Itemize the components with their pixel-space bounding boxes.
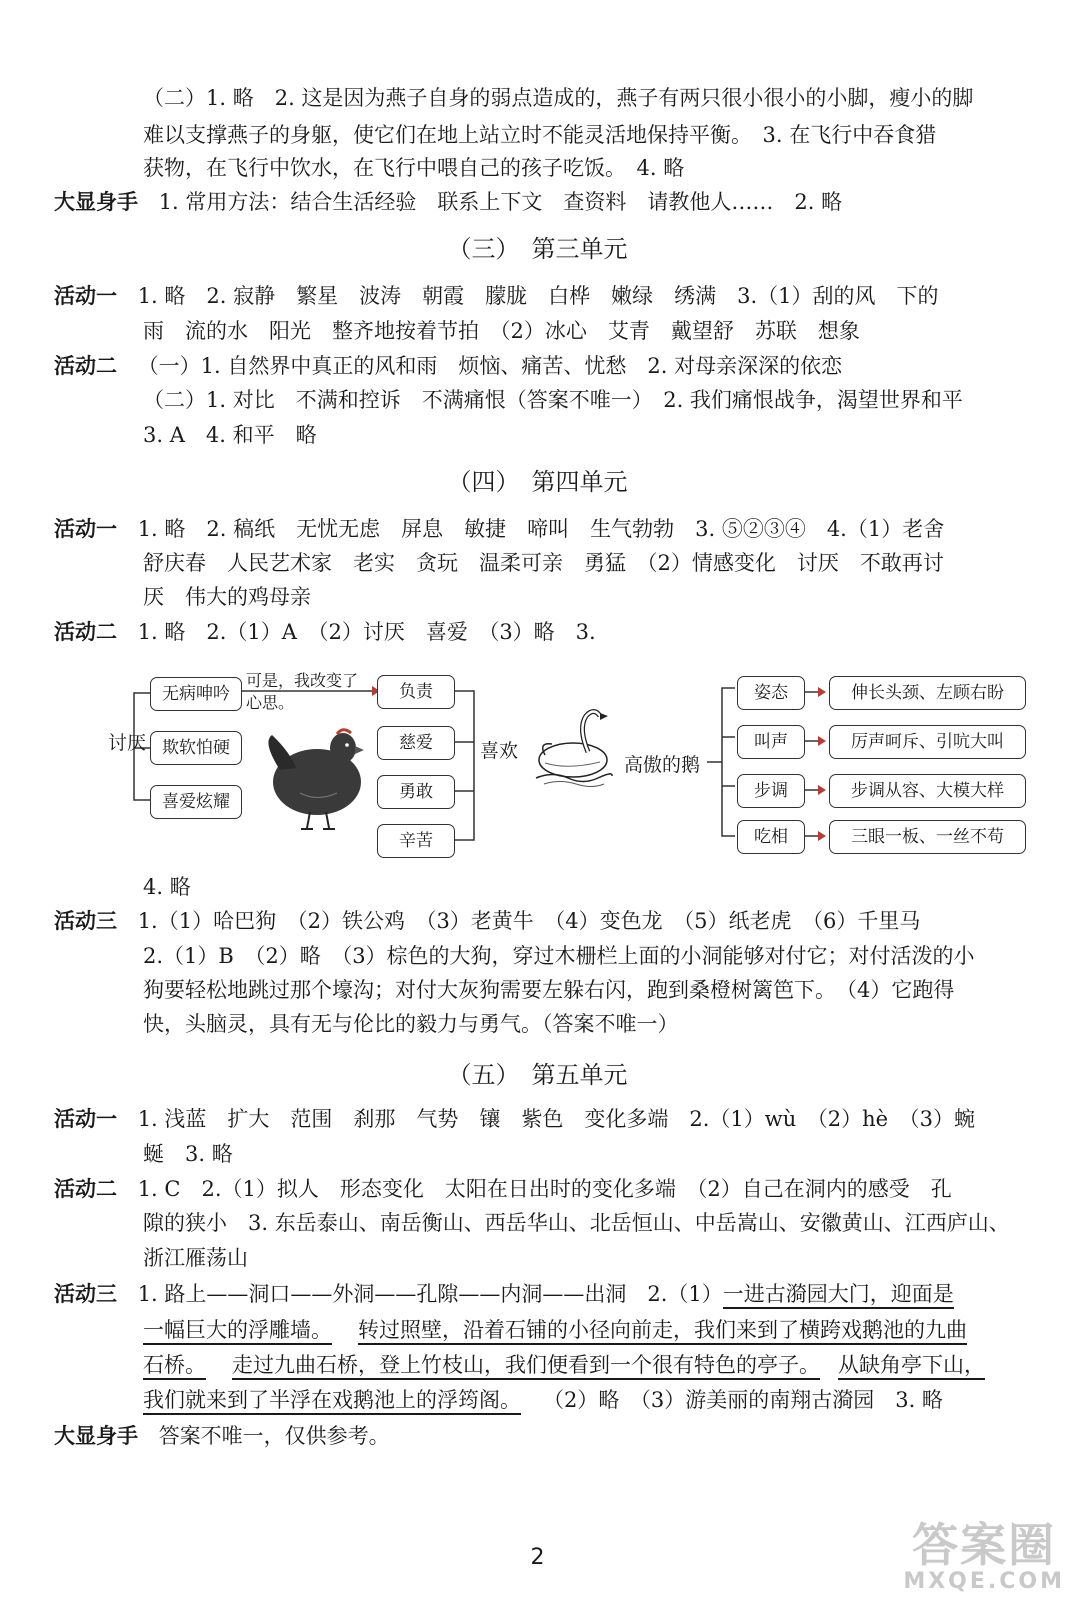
underlined-text: 走过九曲石桥，登上竹枝山，我们便看到一个很有特色的亭子。 [232, 1353, 820, 1380]
section-label: 活动二 [54, 620, 117, 644]
text-line [54, 514, 944, 544]
section-label: 活动二 [54, 1177, 117, 1201]
text-line [54, 906, 920, 936]
goose-illustration [536, 712, 612, 787]
text-line: 2.（1）B （2）略 （3）棕色的大狗，穿过木栅栏上面的小洞能够对付它；对付活泼的小 [143, 944, 975, 968]
section-label: 活动三 [54, 1282, 117, 1306]
underlined-text: 我们就来到了半浮在戏鹅池上的浮筠阁。 [143, 1388, 521, 1415]
aspect-box: 吃相 [737, 820, 805, 854]
text-line: 浙江雁荡山 [143, 1246, 248, 1270]
section-label: 活动一 [54, 517, 117, 541]
underlined-text: 一幅巨大的浮雕墙。 [143, 1318, 332, 1345]
left-item: 欺软怕硬 [150, 731, 242, 765]
text-line: 厌 伟大的鸡母亲 [143, 585, 311, 609]
aspect-box: 姿态 [737, 676, 805, 710]
hen-illustration [268, 730, 364, 829]
text-line: 舒庆春 人民艺术家 老实 贪玩 温柔可亲 勇猛 （2）情感变化 讨厌 不敢再讨 [143, 551, 944, 575]
underlined-text: 石桥。 [143, 1353, 206, 1380]
section-label: 活动一 [54, 1107, 117, 1131]
aspect-box: 叫声 [737, 725, 805, 759]
middle-item: 负责 [377, 675, 455, 709]
text-line: （二）1. 对比 不满和控诉 不满痛恨（答案不唯一） 2. 我们痛恨战争，渴望世界和平 [143, 388, 963, 412]
watermark-url: MXQE.COM [903, 1569, 1065, 1594]
text-line [54, 1104, 975, 1134]
text-line: 蜒 3. 略 [143, 1142, 233, 1166]
detail-box: 步调从容、大模大样 [829, 774, 1026, 808]
answer-text: 1. 略 2. 寂静 繁星 波涛 朝霞 朦胧 白桦 嫩绿 绣满 3.（1）刮的风 下的 [137, 284, 939, 308]
underlined-text: 转过照壁，沿着石铺的小径向前走，我们来到了横跨戏鹅池的九曲 [358, 1318, 967, 1345]
answer-text: 1.（1）哈巴狗 （2）铁公鸡 （3）老黄牛 （4）变色龙 （5）纸老虎 （6）千里马 [137, 909, 921, 933]
section-label: 大显身手 [54, 190, 138, 214]
text-line: 4. 略 [143, 875, 191, 899]
middle-title: 喜欢 [480, 740, 519, 762]
left-item: 喜爱炫耀 [150, 785, 242, 819]
text-line: 3. A 4. 和平 略 [143, 423, 317, 447]
unit-heading: （三） 第三单元 [447, 235, 628, 263]
text-line [54, 1174, 952, 1204]
text-line: 雨 流的水 阳光 整齐地按着节拍 （2）冰心 艾青 戴望舒 苏联 想象 [143, 319, 860, 343]
left-item: 无病呻吟 [150, 677, 242, 711]
answer-text: （2）略 （3）游美丽的南翔古漪园 3. 略 [543, 1388, 943, 1412]
detail-box: 三眼一板、一丝不苟 [829, 820, 1026, 854]
text-line [54, 1421, 390, 1451]
middle-item: 辛苦 [377, 824, 455, 858]
section-label: 活动一 [54, 284, 117, 308]
text-line: 隙的狭小 3. 东岳泰山、南岳衡山、西岳华山、北岳恒山、中岳嵩山、安徽黄山、江西庐山、 [143, 1211, 1010, 1235]
section-label: 大显身手 [54, 1424, 138, 1448]
text-line [143, 1350, 985, 1380]
text-line: 获物，在飞行中饮水，在飞行中喂自己的孩子吃饭。 4. 略 [143, 156, 685, 180]
answer-text: 1. 常用方法：结合生活经验 联系上下文 查资料 请教他人…… 2. 略 [158, 190, 843, 214]
underlined-text: 一进古漪园大门，迎面是 [723, 1282, 954, 1309]
transition-text: 可是，我改变了心思。 [246, 671, 359, 712]
right-title: 高傲的鹅 [624, 754, 701, 776]
answer-text: 1. 路上——洞口——外洞——孔隙——内洞——出洞 2.（1） [137, 1282, 723, 1306]
middle-item: 勇敢 [377, 775, 455, 809]
answer-text: 1. 略 2.（1）A （2）讨厌 喜爱 （3）略 3. [137, 620, 596, 644]
text-line [54, 281, 939, 311]
text-line: 难以支撑燕子的身躯，使它们在地上站立时不能灵活地保持平衡。 3. 在飞行中吞食猎 [143, 123, 937, 147]
section-label: 活动二 [54, 354, 117, 378]
text-line [54, 1279, 954, 1309]
middle-item: 慈爱 [377, 726, 455, 760]
left-title: 讨厌 [108, 732, 147, 754]
detail-box: 厉声呵斥、引吭大叫 [829, 725, 1026, 759]
text-line: （二）1. 略 2. 这是因为燕子自身的弱点造成的，燕子有两只很小很小的小脚，瘦小的脚 [143, 86, 974, 110]
answer-text: 答案不唯一，仅供参考。 [158, 1424, 390, 1448]
text-line [54, 187, 842, 217]
text-line [54, 617, 596, 647]
answer-text: 1. 浅蓝 扩大 范围 刹那 气势 镶 紫色 变化多端 2.（1）wù （2）hè （3）蜿 [137, 1107, 975, 1131]
detail-box: 伸长头颈、左顾右盼 [829, 676, 1026, 710]
unit-heading: （五） 第五单元 [447, 1061, 628, 1089]
answer-text: （一）1. 自然界中真正的风和雨 烦恼、痛苦、忧愁 2. 对母亲深深的依恋 [137, 354, 843, 378]
aspect-box: 步调 [737, 774, 805, 808]
text-line: 狗要轻松地跳过那个壕沟；对付大灰狗需要左躲右闪，跑到桑橙树篱笆下。 （4）它跑得 [143, 978, 955, 1002]
page-number: 2 [530, 1545, 545, 1570]
answer-text: 1. C 2.（1）拟人 形态变化 太阳在日出时的变化多端 （2）自己在洞内的感受 孔 [137, 1177, 952, 1201]
unit-heading: （四） 第四单元 [447, 468, 628, 496]
text-line [54, 351, 842, 381]
section-label: 活动三 [54, 909, 117, 933]
watermark-logo [903, 1518, 1065, 1594]
text-line: 快，头脑灵，具有无与伦比的毅力与勇气。（答案不唯一） [143, 1012, 679, 1036]
text-line [143, 1385, 943, 1415]
underlined-text: 从缺角亭下山， [838, 1353, 985, 1380]
text-line [143, 1315, 967, 1345]
watermark-text: 答案圈 [912, 1518, 1057, 1572]
answer-text: 1. 略 2. 稿纸 无忧无虑 屏息 敏捷 啼叫 生气勃勃 3. ⑤②③④ 4.（1）老舍 [137, 517, 945, 541]
